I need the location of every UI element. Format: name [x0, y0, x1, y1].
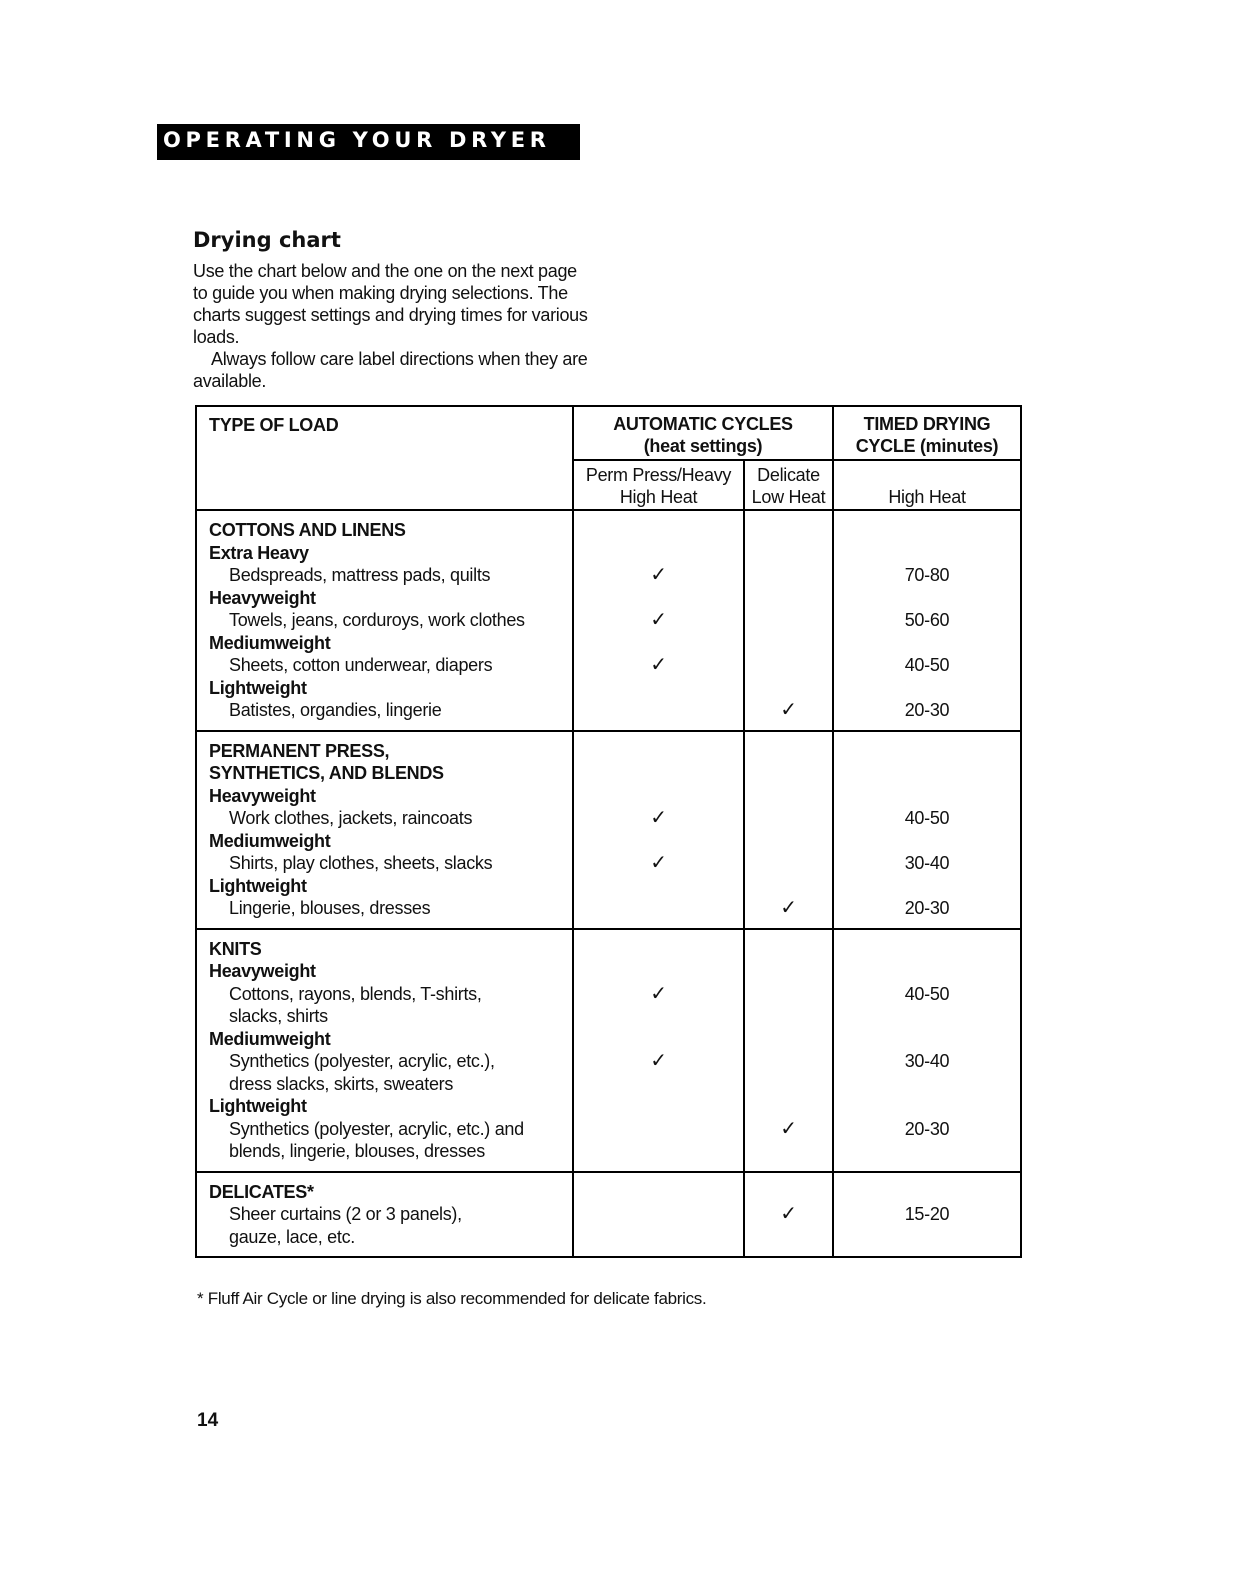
intro-text: [193, 260, 593, 392]
section-heading: Drying chart: [193, 228, 341, 252]
table-group-cottons: [196, 510, 1021, 731]
group-title: COTTONS AND LINENS: [209, 520, 406, 540]
load-item: Batistes, organdies, lingerie: [229, 700, 442, 720]
header-automatic-line2: (heat settings): [643, 436, 763, 456]
subheader-perm-press: [573, 460, 744, 510]
check-mark: [574, 699, 743, 722]
delicate-column: [744, 929, 833, 1172]
load-item: slacks, shirts: [229, 1006, 328, 1026]
check-mark: [574, 897, 743, 920]
timed-column: [833, 731, 1021, 929]
load-item: Work clothes, jackets, raincoats: [229, 808, 473, 828]
drying-time: 30-40: [904, 853, 950, 873]
weight-label: Heavyweight: [209, 785, 316, 806]
weight-label: Extra Heavy: [209, 542, 309, 563]
load-item: Sheets, cotton underwear, diapers: [229, 655, 493, 675]
load-item: Towels, jeans, corduroys, work clothes: [229, 610, 525, 630]
delicate-column: [744, 510, 833, 731]
drying-chart-table: [195, 405, 1022, 1258]
delicate-column: [744, 1172, 833, 1258]
check-mark: [745, 1050, 832, 1073]
load-item: Cottons, rayons, blends, T-shirts,: [229, 983, 482, 1004]
load-item: gauze, lace, etc.: [229, 1226, 355, 1247]
load-item: Synthetics (polyester, acrylic, etc.) and: [229, 1118, 524, 1139]
load-item: blends, lingerie, blouses, dresses: [229, 1141, 485, 1161]
drying-time: 70-80: [904, 565, 950, 585]
header-type-of-load: TYPE OF LOAD: [196, 406, 573, 510]
weight-label: Lightweight: [209, 1096, 307, 1116]
drying-time: 20-30: [904, 700, 950, 720]
check-mark: ✓: [650, 564, 667, 586]
perm-press-column: [573, 929, 744, 1172]
check-mark: [745, 983, 832, 1006]
intro-paragraph-2: Always follow care label directions when they are available.: [193, 349, 588, 391]
drying-time: 40-50: [904, 983, 950, 1004]
weight-label: Lightweight: [209, 875, 307, 896]
group-type-cell: [196, 510, 573, 731]
perm-press-column: [573, 510, 744, 731]
check-mark: ✓: [780, 1203, 797, 1225]
header-timed-line1: TIMED DRYING: [863, 414, 991, 434]
subheader-timed: [833, 460, 1021, 510]
check-mark: ✓: [780, 1117, 797, 1140]
table-group-knits: [196, 929, 1021, 1172]
subheader-delicate-line2: Low Heat: [751, 487, 826, 507]
header-automatic-cycles: [573, 406, 833, 460]
header-automatic-line1: AUTOMATIC CYCLES: [613, 414, 793, 434]
delicate-column: [744, 731, 833, 929]
subheader-timed-heat: High Heat: [888, 487, 966, 507]
timed-column: [833, 929, 1021, 1172]
subheader-delicate-line1: Delicate: [757, 465, 820, 485]
group-type-cell: [196, 929, 573, 1172]
weight-label: Mediumweight: [209, 830, 331, 851]
intro-paragraph-1: Use the chart below and the one on the next page to guide you when making drying selections. The charts suggest settings and drying times for various loads.: [193, 261, 588, 347]
group-type-cell: [196, 1172, 573, 1258]
drying-time: 20-30: [904, 898, 950, 918]
load-item: Sheer curtains (2 or 3 panels),: [229, 1204, 462, 1224]
timed-column: [833, 1172, 1021, 1258]
weight-label: Mediumweight: [209, 1028, 331, 1049]
section-banner: OPERATING YOUR DRYER: [157, 124, 580, 160]
drying-time: 15-20: [904, 1204, 950, 1224]
group-title: DELICATES*: [209, 1181, 314, 1202]
weight-label: Mediumweight: [209, 632, 331, 653]
check-mark: [745, 807, 832, 830]
group-type-cell: [196, 731, 573, 929]
load-item: dress slacks, skirts, sweaters: [229, 1073, 454, 1094]
check-mark: ✓: [780, 897, 797, 919]
load-item: Lingerie, blouses, dresses: [229, 898, 431, 918]
drying-time: 30-40: [904, 1051, 950, 1071]
drying-time: 20-30: [904, 1118, 950, 1139]
check-mark: ✓: [650, 609, 667, 631]
check-mark: ✓: [780, 699, 797, 721]
group-title: SYNTHETICS, AND BLENDS: [209, 763, 444, 783]
perm-press-column: [573, 1172, 744, 1258]
check-mark: [745, 564, 832, 587]
table-group-permanent-press: [196, 731, 1021, 929]
page-number: 14: [197, 1410, 219, 1431]
drying-time: 40-50: [904, 808, 950, 828]
header-timed-line2: CYCLE (minutes): [855, 436, 999, 456]
check-mark: ✓: [650, 654, 667, 676]
subheader-perm-line1: Perm Press/Heavy: [585, 465, 732, 485]
check-mark: ✓: [650, 807, 667, 829]
group-title: PERMANENT PRESS,: [209, 740, 390, 761]
load-item: Synthetics (polyester, acrylic, etc.),: [229, 1051, 495, 1071]
check-mark: [574, 1203, 743, 1226]
check-mark: [745, 654, 832, 677]
footnote: * Fluff Air Cycle or line drying is also recommended for delicate fabrics.: [197, 1289, 707, 1308]
check-mark: [745, 852, 832, 875]
timed-column: [833, 510, 1021, 731]
check-mark: [745, 609, 832, 632]
check-mark: ✓: [650, 852, 667, 874]
check-mark: ✓: [650, 1050, 667, 1072]
load-item: Shirts, play clothes, sheets, slacks: [229, 853, 493, 873]
drying-time: 40-50: [904, 655, 950, 675]
weight-label: Lightweight: [209, 677, 307, 698]
header-timed-drying: [833, 406, 1021, 460]
check-mark: ✓: [650, 982, 667, 1005]
drying-time: 50-60: [904, 610, 950, 630]
load-item: Bedspreads, mattress pads, quilts: [229, 565, 491, 585]
table-group-delicates: [196, 1172, 1021, 1258]
subheader-delicate: [744, 460, 833, 510]
group-title: KNITS: [209, 938, 262, 959]
subheader-perm-line2: High Heat: [619, 487, 698, 507]
table-header-row: [196, 406, 1021, 460]
check-mark: [574, 1118, 743, 1141]
perm-press-column: [573, 731, 744, 929]
weight-label: Heavyweight: [209, 587, 316, 608]
weight-label: Heavyweight: [209, 961, 316, 981]
